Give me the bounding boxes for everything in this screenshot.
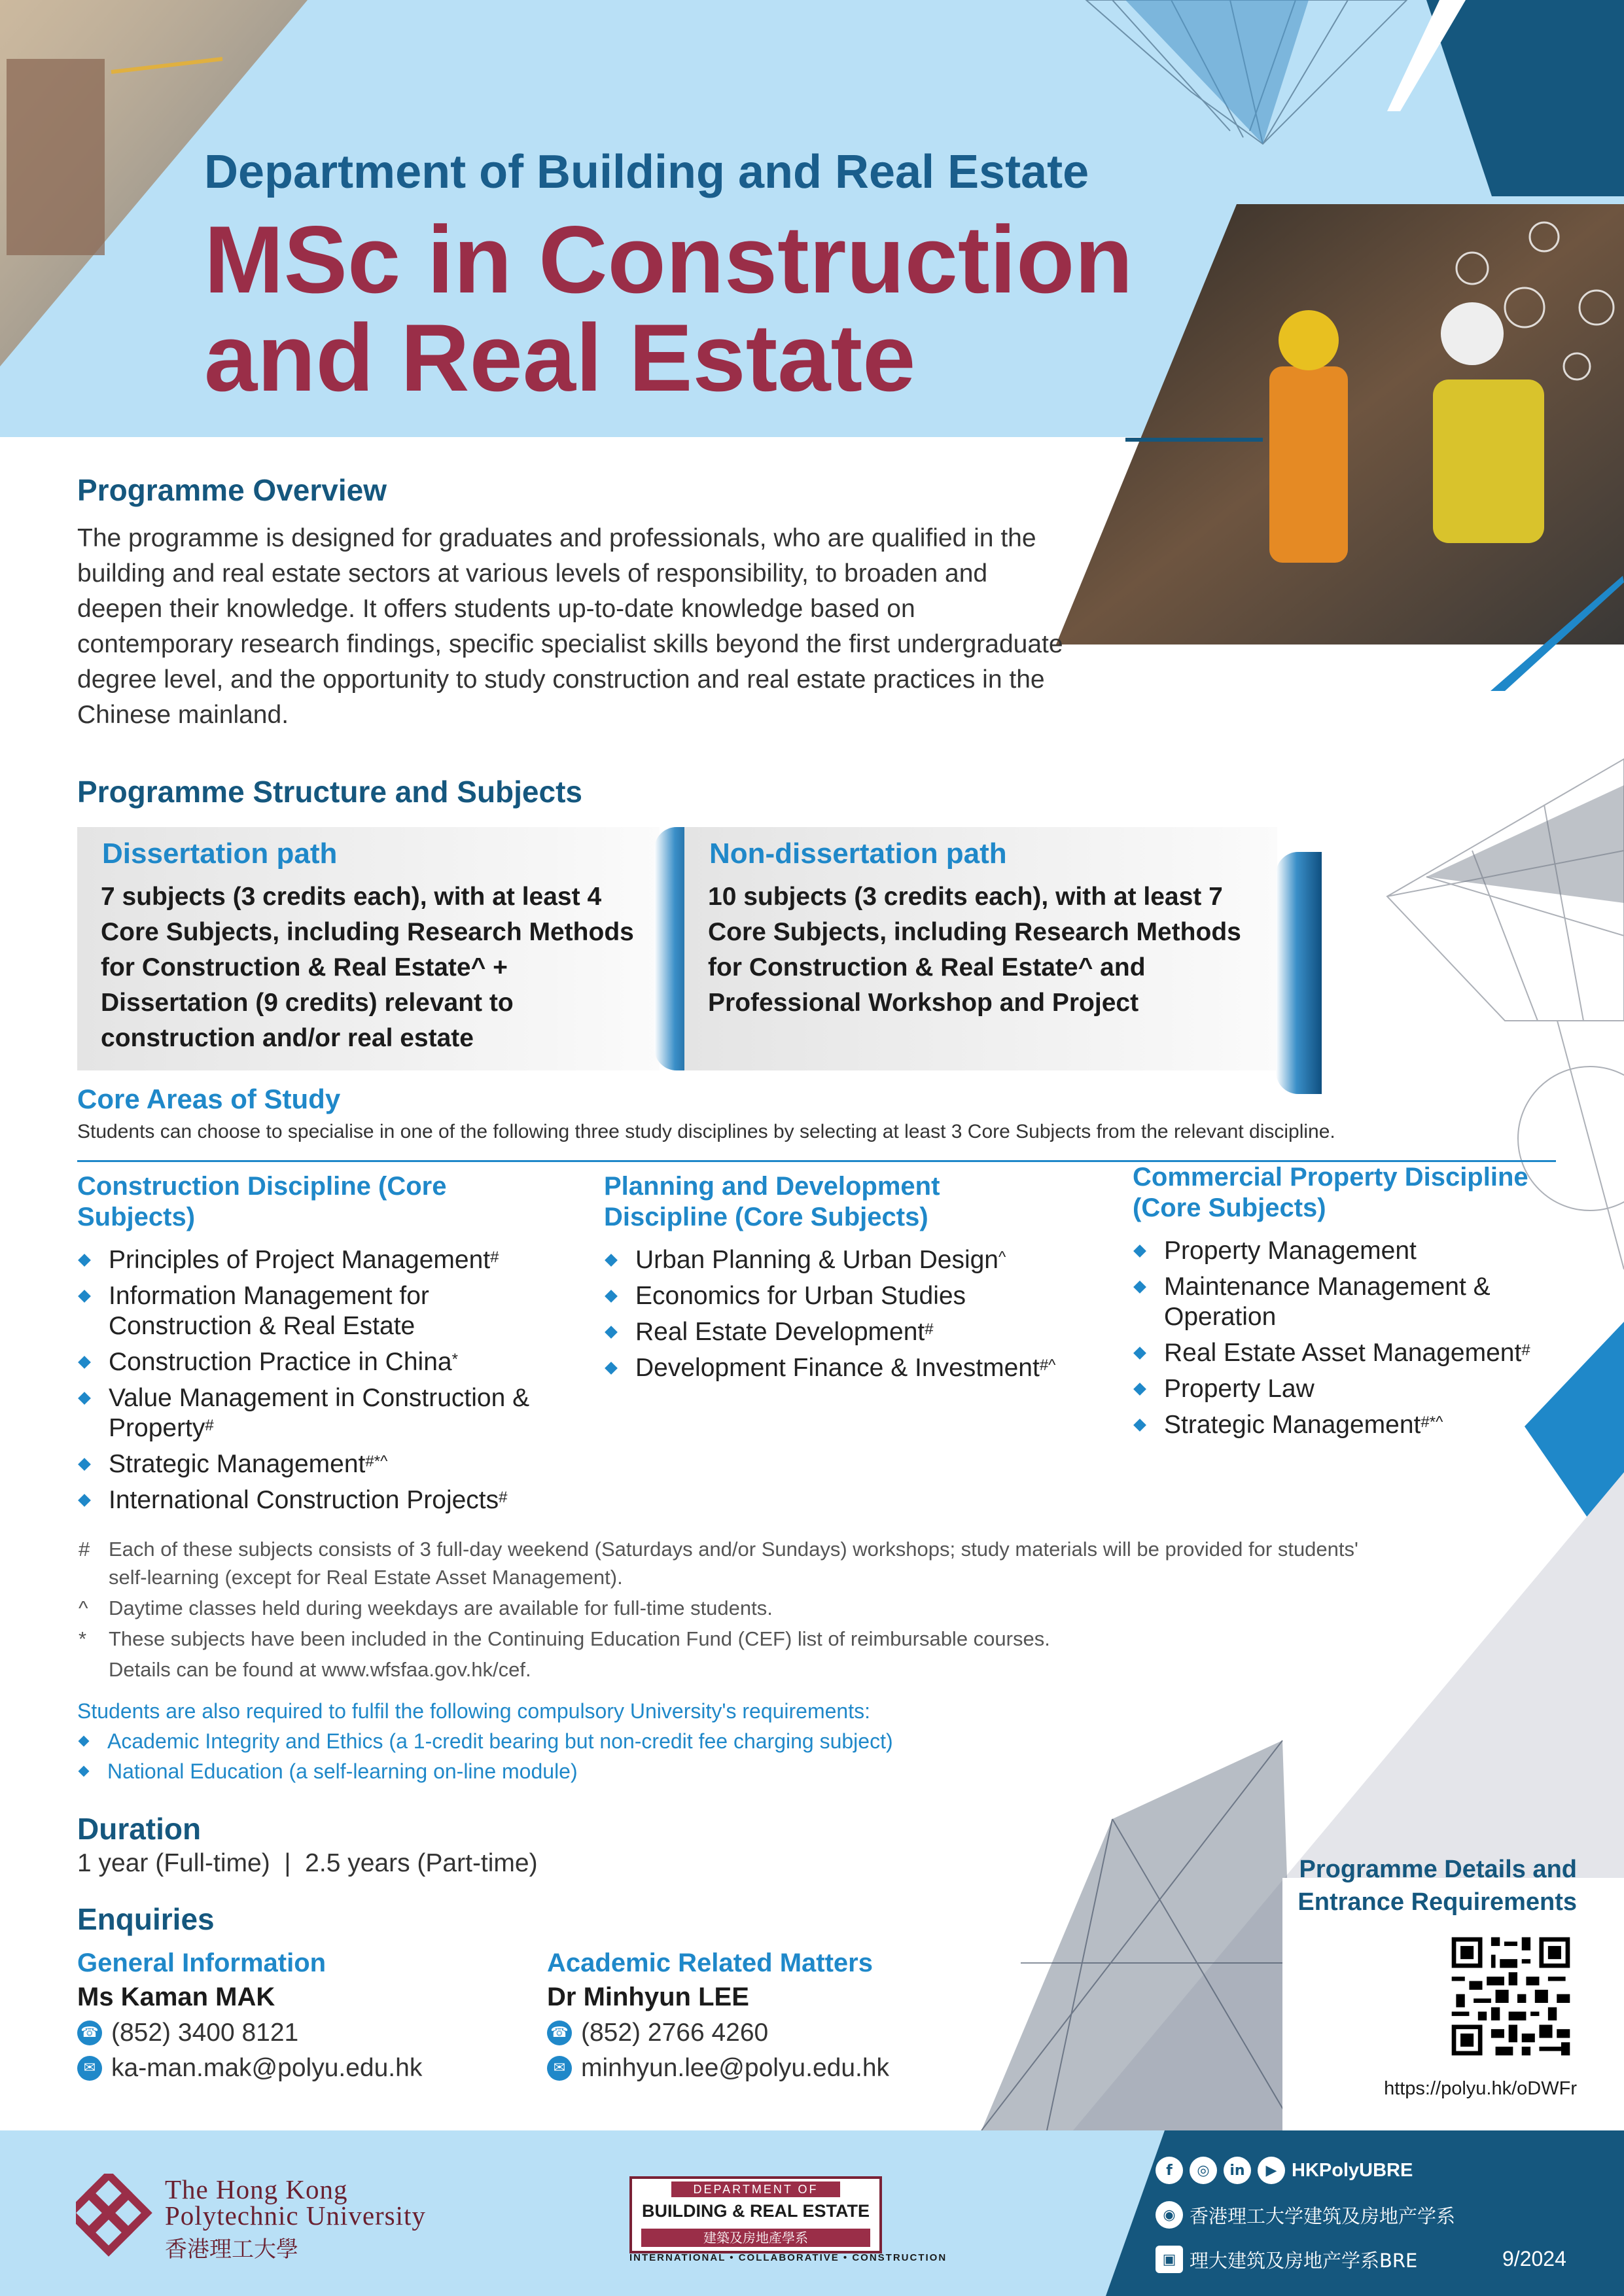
subject-item bbox=[77, 1245, 561, 1275]
contact-email[interactable]: ✉ minhyun.lee@polyu.edu.hk bbox=[547, 2051, 992, 2086]
subject-mark: # bbox=[490, 1248, 499, 1266]
requirement-item: National Education (a self-learning on-line module) bbox=[77, 1756, 1190, 1786]
contact-name: Dr Minhyun LEE bbox=[547, 1983, 749, 2011]
bullet-icon bbox=[605, 1290, 618, 1303]
subject-name: Value Management in Construction & Property bbox=[109, 1384, 530, 1442]
contact-email[interactable]: ✉ ka-man.mak@polyu.edu.hk bbox=[77, 2051, 522, 2086]
social-media-row bbox=[1156, 2157, 1413, 2184]
weibo-icon[interactable]: ◉ bbox=[1156, 2201, 1183, 2229]
bre-department-logo: DEPARTMENT OF BUILDING & REAL ESTATE 建築及房地產學系 bbox=[629, 2176, 882, 2253]
construction-subject-list bbox=[77, 1245, 561, 1521]
bullet-icon bbox=[605, 1326, 618, 1339]
core-areas-heading: Core Areas of Study bbox=[77, 1084, 341, 1114]
non-dissertation-path-text: 10 subjects (3 credits each), with at least 7 Core Subjects, including Research Methods for Construction & Real Estate^ and Professional Workshop and Project bbox=[708, 883, 1241, 1017]
path-bracket-2 bbox=[1276, 852, 1322, 1094]
contact-label: Academic Related Matters bbox=[547, 1949, 873, 1977]
subject-mark: # bbox=[205, 1417, 214, 1434]
dissertation-path-title: Dissertation path bbox=[102, 838, 338, 870]
subject-item bbox=[77, 1347, 561, 1377]
dissertation-path-box bbox=[77, 827, 660, 1070]
bullet-icon bbox=[1133, 1383, 1146, 1396]
subject-item bbox=[77, 1485, 561, 1515]
programme-title-line2: and Real Estate bbox=[204, 304, 916, 411]
footnote: # Each of these subjects consists of 3 full-day weekend (Saturdays and/or Sundays) workshops; study materials will be provided for students' self-learning (except for Real Estate Asset Management). bbox=[79, 1538, 1358, 1589]
subject-name: International Construction Projects bbox=[109, 1486, 499, 1514]
bullet-icon bbox=[1133, 1280, 1146, 1294]
contact-name: Ms Kaman MAK bbox=[77, 1983, 275, 2011]
subject-item bbox=[604, 1317, 1088, 1347]
bullet-icon bbox=[79, 1766, 90, 1777]
subject-mark: #^ bbox=[1039, 1356, 1056, 1374]
subject-mark: #*^ bbox=[1421, 1413, 1443, 1431]
subject-item bbox=[1133, 1410, 1578, 1440]
subject-mark: # bbox=[499, 1489, 508, 1506]
instagram-icon[interactable]: ◎ bbox=[1190, 2157, 1217, 2184]
subject-item bbox=[77, 1281, 561, 1341]
subject-item bbox=[77, 1449, 561, 1479]
contact-academic bbox=[547, 1947, 992, 2086]
date-code: 9/2024 bbox=[1502, 2247, 1566, 2270]
subject-name: Principles of Project Management bbox=[109, 1246, 491, 1274]
structure-heading: Programme Structure and Subjects bbox=[77, 775, 582, 809]
requirement-item: Academic Integrity and Ethics (a 1-credit bearing but non-credit fee charging subject) bbox=[77, 1726, 1190, 1756]
subject-name: Information Management for Construction & Real Estate bbox=[109, 1282, 429, 1340]
subject-item bbox=[1133, 1338, 1578, 1368]
subject-item bbox=[1133, 1374, 1578, 1404]
programme-title bbox=[204, 206, 1133, 411]
bullet-icon bbox=[78, 1356, 91, 1369]
core-areas-intro: Students can choose to specialise in one of the following three study disciplines by selecting at least 3 Core Subjects from the relevant discipline. bbox=[77, 1121, 1335, 1142]
construction-discipline-title: Construction Discipline (Core Subjects) bbox=[77, 1172, 447, 1231]
department-title: Department of Building and Real Estate bbox=[204, 146, 1089, 198]
subject-mark: ^ bbox=[998, 1248, 1006, 1266]
university-requirements bbox=[77, 1696, 1190, 1786]
contact-phone[interactable]: ☎ (852) 2766 4260 bbox=[547, 2015, 992, 2051]
commercial-property-subject-list bbox=[1133, 1236, 1578, 1446]
phone-icon: ☎ bbox=[547, 2021, 572, 2045]
subject-name: Strategic Management bbox=[1164, 1411, 1421, 1439]
subject-name: Maintenance Management & Operation bbox=[1164, 1273, 1491, 1331]
bullet-icon bbox=[78, 1254, 91, 1267]
planning-subject-list bbox=[604, 1245, 1088, 1389]
subject-mark: # bbox=[925, 1320, 934, 1338]
requirements-heading: Students are also required to fulfil the following compulsory University's requirements: bbox=[77, 1699, 870, 1723]
dissertation-path-text: 7 subjects (3 credits each), with at least 4 Core Subjects, including Research Methods for Construction & Real Estate^ + Dissertation (9 credits) relevant to construction and/or real estate bbox=[101, 883, 634, 1052]
email-icon: ✉ bbox=[547, 2056, 572, 2081]
contact-general bbox=[77, 1947, 522, 2086]
youtube-icon[interactable]: ▶ bbox=[1258, 2157, 1285, 2184]
bullet-icon bbox=[1133, 1419, 1146, 1432]
subject-item bbox=[604, 1245, 1088, 1275]
commercial-property-discipline-title: Commercial Property Discipline (Core Subjects) bbox=[1133, 1163, 1528, 1222]
social-handle: HKPolyUBRE bbox=[1292, 2159, 1413, 2181]
subject-name: Real Estate Asset Management bbox=[1164, 1339, 1522, 1367]
wechat-row bbox=[1156, 2246, 1417, 2273]
subject-name: Urban Planning & Urban Design bbox=[635, 1246, 998, 1274]
bre-tagline: INTERNATIONAL • COLLABORATIVE • CONSTRUCTION bbox=[629, 2252, 947, 2263]
bullet-icon bbox=[605, 1254, 618, 1267]
bullet-icon bbox=[78, 1458, 91, 1471]
footnote: ^ Daytime classes held during weekdays are available for full-time students. bbox=[79, 1597, 773, 1619]
wechat-account: 理大建筑及房地产学系BRE bbox=[1190, 2249, 1418, 2272]
bullet-icon bbox=[78, 1392, 91, 1405]
qr-code-icon[interactable] bbox=[1447, 1933, 1574, 2060]
bullet-icon bbox=[78, 1494, 91, 1507]
subject-item bbox=[604, 1281, 1088, 1311]
building-mesh bbox=[981, 1740, 1296, 2130]
polyu-name-chinese: 香港理工大學 bbox=[165, 2236, 298, 2263]
programme-details-heading: Programme Details and Entrance Requirements bbox=[1297, 1856, 1577, 1916]
subject-item bbox=[1133, 1236, 1578, 1266]
duration-heading: Duration bbox=[77, 1812, 202, 1846]
polyu-logo-icon bbox=[76, 2174, 161, 2259]
subject-name: Property Law bbox=[1164, 1375, 1315, 1403]
overview-heading: Programme Overview bbox=[77, 473, 387, 507]
overview-text: The programme is designed for graduates and professionals, who are qualified in the building and real estate sectors at various levels of responsibility, to broaden and deepen their knowledge. It offers students up-to-date knowledge based on contemporary research findings, specific specialist skills beyond the first undergraduate degree level, and the opportunity to study construction and real estate practices in the Chinese mainland. bbox=[77, 524, 1063, 729]
footnote: Details can be found at www.wfsfaa.gov.hk/cef. bbox=[109, 1658, 531, 1681]
non-dissertation-path-box bbox=[684, 827, 1277, 1070]
subject-item bbox=[604, 1353, 1088, 1383]
subject-name: Strategic Management bbox=[109, 1450, 366, 1478]
bullet-icon bbox=[1133, 1347, 1146, 1360]
subject-mark: #*^ bbox=[365, 1453, 388, 1470]
subject-name: Economics for Urban Studies bbox=[635, 1282, 966, 1310]
footnote: * These subjects have been included in the Continuing Education Fund (CEF) list of reimbursable courses. bbox=[79, 1627, 1050, 1650]
non-dissertation-path-title: Non-dissertation path bbox=[709, 838, 1007, 870]
subject-mark: * bbox=[451, 1351, 458, 1368]
subject-name: Property Management bbox=[1164, 1237, 1417, 1265]
footnotes bbox=[77, 1535, 1360, 1686]
planning-discipline-title: Planning and Development Discipline (Core Subjects) bbox=[604, 1172, 940, 1231]
contact-phone[interactable]: ☎ (852) 3400 8121 bbox=[77, 2015, 522, 2051]
bullet-icon bbox=[1133, 1245, 1146, 1258]
polyu-name-english: The Hong Kong Polytechnic University bbox=[165, 2174, 426, 2231]
bullet-icon bbox=[79, 1736, 90, 1747]
wechat-icon[interactable]: ▣ bbox=[1156, 2246, 1183, 2273]
subject-name: Construction Practice in China bbox=[109, 1348, 452, 1376]
phone-icon: ☎ bbox=[77, 2021, 102, 2045]
subject-name: Development Finance & Investment bbox=[635, 1354, 1040, 1382]
email-icon: ✉ bbox=[77, 2056, 102, 2081]
bullet-icon bbox=[78, 1290, 91, 1303]
bullet-icon bbox=[605, 1362, 618, 1375]
facebook-icon[interactable]: f bbox=[1156, 2157, 1183, 2184]
building-silhouette bbox=[7, 59, 105, 255]
dark-triangle bbox=[1426, 0, 1624, 196]
linkedin-icon[interactable]: in bbox=[1224, 2157, 1251, 2184]
subject-item bbox=[77, 1383, 561, 1443]
subject-item bbox=[1133, 1272, 1578, 1332]
contact-label: General Information bbox=[77, 1949, 327, 1977]
programme-details-url[interactable]: https://polyu.hk/oDWFr bbox=[1384, 2078, 1577, 2099]
programme-title-line1: MSc in Construction bbox=[204, 206, 1133, 313]
duration-text: 1 year (Full-time) | 2.5 years (Part-time) bbox=[77, 1849, 538, 1877]
subject-mark: # bbox=[1521, 1341, 1530, 1359]
enquiries-heading: Enquiries bbox=[77, 1902, 215, 1936]
weibo-account: 香港理工大学建筑及房地产学系 bbox=[1190, 2204, 1456, 2227]
subject-name: Real Estate Development bbox=[635, 1318, 925, 1346]
weibo-row bbox=[1156, 2201, 1455, 2229]
